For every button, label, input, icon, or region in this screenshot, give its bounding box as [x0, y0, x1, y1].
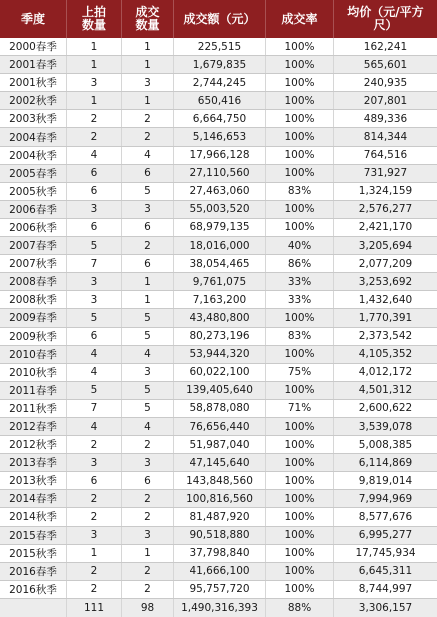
header-label: 季度	[20, 11, 45, 26]
cell-lots-sold: 6	[122, 255, 174, 272]
cell-sell-through: 100%	[266, 382, 334, 399]
cell-lots-sold: 5	[122, 309, 174, 326]
cell-turnover: 51,987,040	[174, 436, 266, 453]
cell-lots-offered: 6	[67, 328, 122, 345]
cell-lots-sold: 5	[122, 400, 174, 417]
cell-turnover: 18,016,000	[174, 237, 266, 254]
cell-season: 2007秋季	[0, 255, 67, 272]
table-row	[0, 183, 437, 201]
cell-sell-through: 100%	[266, 74, 334, 91]
header-lots-sold	[122, 0, 174, 38]
table-row	[0, 237, 437, 255]
cell-season: 2002秋季	[0, 92, 67, 109]
cell-season: 2015秋季	[0, 545, 67, 562]
cell-lots-offered: 3	[67, 291, 122, 308]
cell-turnover: 41,666,100	[174, 563, 266, 580]
cell-lots-sold: 2	[122, 508, 174, 525]
cell-turnover: 76,656,440	[174, 418, 266, 435]
cell-lots-offered: 1	[67, 38, 122, 55]
table-row	[0, 255, 437, 273]
cell-sell-through: 100%	[266, 309, 334, 326]
cell-lots-offered: 4	[67, 364, 122, 381]
table-row	[0, 563, 437, 581]
cell-lots-sold: 2	[122, 128, 174, 145]
cell-lots-offered: 2	[67, 508, 122, 525]
table-row	[0, 364, 437, 382]
cell-turnover: 650,416	[174, 92, 266, 109]
cell-lots-offered: 2	[67, 581, 122, 598]
cell-turnover: 53,944,320	[174, 346, 266, 363]
cell-sell-through: 100%	[266, 472, 334, 489]
total-row	[0, 599, 437, 617]
cell-avg-price: 17,745,934	[355, 547, 416, 560]
cell-turnover: 43,480,800	[174, 309, 266, 326]
cell-lots-offered: 4	[67, 418, 122, 435]
cell-lots-sold: 3	[122, 454, 174, 471]
cell-avg-price: 6,645,311	[358, 565, 413, 578]
cell-turnover: 58,878,080	[174, 400, 266, 417]
cell-lots-sold: 2	[122, 237, 174, 254]
cell-turnover: 1,490,316,393	[174, 599, 266, 617]
cell-lots-sold: 3	[122, 74, 174, 91]
table-row	[0, 545, 437, 563]
cell-sell-through: 40%	[266, 237, 334, 254]
table-row	[0, 128, 437, 146]
cell-sell-through: 100%	[266, 92, 334, 109]
cell-avg-price: 2,077,209	[358, 257, 413, 270]
cell-lots-offered: 5	[67, 237, 122, 254]
cell-season: 2001春季	[0, 56, 67, 73]
cell-lots-sold: 3	[122, 527, 174, 544]
cell-avg-price: 240,935	[363, 76, 408, 89]
cell-sell-through: 100%	[266, 563, 334, 580]
cell-season: 2014春季	[0, 490, 67, 507]
table-row	[0, 328, 437, 346]
cell-avg-price: 3,253,692	[358, 275, 413, 288]
cell-season: 2016春季	[0, 563, 67, 580]
cell-avg-price: 4,105,352	[358, 348, 413, 361]
cell-sell-through: 100%	[266, 490, 334, 507]
header-label: 上拍 数量	[81, 5, 106, 32]
cell-season: 2006春季	[0, 201, 67, 218]
cell-sell-through: 100%	[266, 110, 334, 127]
cell-avg-price: 1,432,640	[358, 293, 413, 306]
table-row	[0, 490, 437, 508]
cell-turnover: 27,463,060	[174, 183, 266, 200]
cell-season: 2010秋季	[0, 364, 67, 381]
cell-sell-through: 33%	[266, 273, 334, 290]
cell-lots-sold: 5	[122, 183, 174, 200]
cell-sell-through: 100%	[266, 147, 334, 164]
cell-sell-through: 100%	[266, 128, 334, 145]
cell-lots-sold: 4	[122, 346, 174, 363]
cell-turnover: 90,518,880	[174, 527, 266, 544]
cell-lots-offered: 6	[67, 219, 122, 236]
header-label: 成交额（元）	[183, 11, 256, 26]
table-row	[0, 147, 437, 165]
table-row	[0, 273, 437, 291]
cell-avg-price: 2,421,170	[358, 221, 413, 234]
cell-lots-offered: 111	[67, 599, 122, 617]
cell-turnover: 139,405,640	[174, 382, 266, 399]
cell-avg-price: 5,008,385	[358, 438, 413, 451]
cell-turnover: 55,003,520	[174, 201, 266, 218]
table-row	[0, 291, 437, 309]
cell-avg-price: 565,601	[363, 58, 408, 71]
cell-lots-offered: 3	[67, 273, 122, 290]
table-row	[0, 165, 437, 183]
table-row	[0, 92, 437, 110]
cell-turnover: 225,515	[174, 38, 266, 55]
cell-lots-sold: 3	[122, 364, 174, 381]
table-row	[0, 454, 437, 472]
table-body	[0, 38, 437, 617]
cell-avg-price: 7,994,969	[358, 492, 413, 505]
cell-lots-offered: 2	[67, 110, 122, 127]
cell-turnover: 2,744,245	[174, 74, 266, 91]
cell-avg-price: 3,205,694	[358, 239, 413, 252]
table-row	[0, 436, 437, 454]
cell-turnover: 81,487,920	[174, 508, 266, 525]
cell-lots-offered: 1	[67, 56, 122, 73]
cell-lots-sold: 6	[122, 165, 174, 182]
table-row	[0, 581, 437, 599]
cell-lots-offered: 3	[67, 74, 122, 91]
table-row	[0, 472, 437, 490]
table-row	[0, 219, 437, 237]
cell-lots-offered: 6	[67, 472, 122, 489]
cell-turnover: 5,146,653	[174, 128, 266, 145]
cell-avg-price: 3,539,078	[358, 420, 413, 433]
table-row	[0, 56, 437, 74]
cell-turnover: 9,761,075	[174, 273, 266, 290]
cell-season: 2014秋季	[0, 508, 67, 525]
cell-lots-offered: 5	[67, 382, 122, 399]
cell-lots-sold: 4	[122, 147, 174, 164]
cell-lots-offered: 2	[67, 128, 122, 145]
cell-lots-sold: 1	[122, 545, 174, 562]
cell-turnover: 80,273,196	[174, 328, 266, 345]
cell-lots-sold: 2	[122, 436, 174, 453]
cell-season: 2013秋季	[0, 472, 67, 489]
table-row	[0, 527, 437, 545]
cell-avg-price: 1,324,159	[358, 185, 413, 198]
cell-season: 2005春季	[0, 165, 67, 182]
cell-lots-offered: 1	[67, 545, 122, 562]
table-row	[0, 382, 437, 400]
cell-sell-through: 100%	[266, 201, 334, 218]
cell-lots-offered: 3	[67, 527, 122, 544]
header-label: 成交 数量	[135, 5, 160, 32]
cell-avg-price: 9,819,014	[358, 474, 413, 487]
cell-turnover: 1,679,835	[174, 56, 266, 73]
cell-turnover: 27,110,560	[174, 165, 266, 182]
cell-season: 2001秋季	[0, 74, 67, 91]
table-row	[0, 38, 437, 56]
table-row	[0, 74, 437, 92]
cell-lots-sold: 5	[122, 328, 174, 345]
cell-lots-offered: 1	[67, 92, 122, 109]
cell-avg-price: 2,600,622	[358, 402, 413, 415]
cell-avg-price: 4,012,172	[358, 366, 413, 379]
table-row	[0, 400, 437, 418]
cell-sell-through: 100%	[266, 508, 334, 525]
cell-turnover: 95,757,720	[174, 581, 266, 598]
header-season	[0, 0, 67, 38]
cell-avg-price: 6,114,869	[358, 456, 413, 469]
cell-lots-sold: 98	[122, 599, 174, 617]
cell-sell-through: 100%	[266, 418, 334, 435]
cell-season: 2011春季	[0, 382, 67, 399]
header-label: 成交率	[281, 11, 318, 26]
cell-sell-through: 71%	[266, 400, 334, 417]
cell-season: 2008春季	[0, 273, 67, 290]
cell-season: 2009春季	[0, 309, 67, 326]
table-row	[0, 309, 437, 327]
header-lots-offered	[67, 0, 122, 38]
cell-season: 2004春季	[0, 128, 67, 145]
header-turnover	[174, 0, 266, 38]
cell-lots-sold: 4	[122, 418, 174, 435]
cell-avg-price: 207,801	[363, 94, 408, 107]
table-row	[0, 201, 437, 219]
cell-sell-through: 100%	[266, 454, 334, 471]
cell-lots-sold: 6	[122, 219, 174, 236]
cell-turnover: 6,664,750	[174, 110, 266, 127]
cell-sell-through: 86%	[266, 255, 334, 272]
table-row	[0, 110, 437, 128]
table-row	[0, 346, 437, 364]
cell-sell-through: 75%	[266, 364, 334, 381]
header-sell-through	[266, 0, 334, 38]
cell-avg-price: 764,516	[363, 149, 408, 162]
cell-turnover: 37,798,840	[174, 545, 266, 562]
header-label: 均价（元/平方 尺）	[347, 5, 424, 32]
cell-lots-offered: 6	[67, 183, 122, 200]
cell-turnover: 143,848,560	[174, 472, 266, 489]
cell-avg-price: 3,306,157	[358, 601, 413, 614]
cell-lots-offered: 7	[67, 255, 122, 272]
cell-lots-sold: 2	[122, 581, 174, 598]
cell-sell-through: 100%	[266, 436, 334, 453]
cell-turnover: 60,022,100	[174, 364, 266, 381]
cell-sell-through: 33%	[266, 291, 334, 308]
cell-lots-sold: 6	[122, 472, 174, 489]
cell-lots-offered: 7	[67, 400, 122, 417]
cell-sell-through: 83%	[266, 328, 334, 345]
cell-lots-offered: 6	[67, 165, 122, 182]
cell-sell-through: 100%	[266, 581, 334, 598]
cell-turnover: 17,966,128	[174, 147, 266, 164]
cell-lots-sold: 2	[122, 563, 174, 580]
cell-lots-sold: 1	[122, 56, 174, 73]
cell-season: 2015春季	[0, 527, 67, 544]
table-row	[0, 418, 437, 436]
cell-avg-price: 4,501,312	[358, 384, 413, 397]
cell-lots-offered: 4	[67, 147, 122, 164]
cell-avg-price: 162,241	[363, 40, 408, 53]
cell-season: 2016秋季	[0, 581, 67, 598]
cell-season: 2012秋季	[0, 436, 67, 453]
cell-lots-offered: 3	[67, 454, 122, 471]
cell-season	[0, 599, 67, 617]
cell-sell-through: 88%	[266, 599, 334, 617]
cell-avg-price: 2,576,277	[358, 203, 413, 216]
cell-turnover: 7,163,200	[174, 291, 266, 308]
cell-season: 2011秋季	[0, 400, 67, 417]
cell-turnover: 100,816,560	[174, 490, 266, 507]
cell-avg-price: 1,770,391	[358, 311, 413, 324]
cell-season: 2006秋季	[0, 219, 67, 236]
cell-turnover: 68,979,135	[174, 219, 266, 236]
cell-lots-sold: 1	[122, 38, 174, 55]
cell-lots-offered: 4	[67, 346, 122, 363]
cell-lots-sold: 1	[122, 92, 174, 109]
cell-season: 2003秋季	[0, 110, 67, 127]
cell-avg-price: 489,336	[363, 112, 408, 125]
cell-avg-price: 814,344	[363, 131, 408, 144]
cell-lots-offered: 5	[67, 309, 122, 326]
cell-avg-price: 8,577,676	[358, 510, 413, 523]
cell-lots-offered: 2	[67, 490, 122, 507]
cell-turnover: 38,054,465	[174, 255, 266, 272]
cell-lots-sold: 3	[122, 201, 174, 218]
cell-lots-sold: 2	[122, 110, 174, 127]
cell-avg-price: 2,373,542	[358, 330, 413, 343]
cell-sell-through: 100%	[266, 527, 334, 544]
cell-sell-through: 100%	[266, 165, 334, 182]
cell-lots-sold: 1	[122, 291, 174, 308]
cell-sell-through: 100%	[266, 219, 334, 236]
cell-season: 2004秋季	[0, 147, 67, 164]
cell-season: 2013春季	[0, 454, 67, 471]
cell-season: 2010春季	[0, 346, 67, 363]
cell-lots-sold: 2	[122, 490, 174, 507]
header-avg-price	[334, 0, 437, 38]
cell-lots-offered: 2	[67, 563, 122, 580]
cell-sell-through: 100%	[266, 346, 334, 363]
cell-lots-offered: 2	[67, 436, 122, 453]
cell-sell-through: 100%	[266, 38, 334, 55]
cell-season: 2008秋季	[0, 291, 67, 308]
cell-season: 2009秋季	[0, 328, 67, 345]
cell-avg-price: 731,927	[363, 167, 408, 180]
cell-sell-through: 100%	[266, 545, 334, 562]
cell-avg-price: 6,995,277	[358, 529, 413, 542]
cell-avg-price: 8,744,997	[358, 583, 413, 596]
cell-season: 2007春季	[0, 237, 67, 254]
table-row	[0, 508, 437, 526]
table-header	[0, 0, 437, 38]
cell-season: 2012春季	[0, 418, 67, 435]
cell-lots-offered: 3	[67, 201, 122, 218]
cell-sell-through: 83%	[266, 183, 334, 200]
cell-season: 2005秋季	[0, 183, 67, 200]
cell-sell-through: 100%	[266, 56, 334, 73]
cell-lots-sold: 5	[122, 382, 174, 399]
cell-lots-sold: 1	[122, 273, 174, 290]
cell-turnover: 47,145,640	[174, 454, 266, 471]
cell-season: 2000春季	[0, 38, 67, 55]
